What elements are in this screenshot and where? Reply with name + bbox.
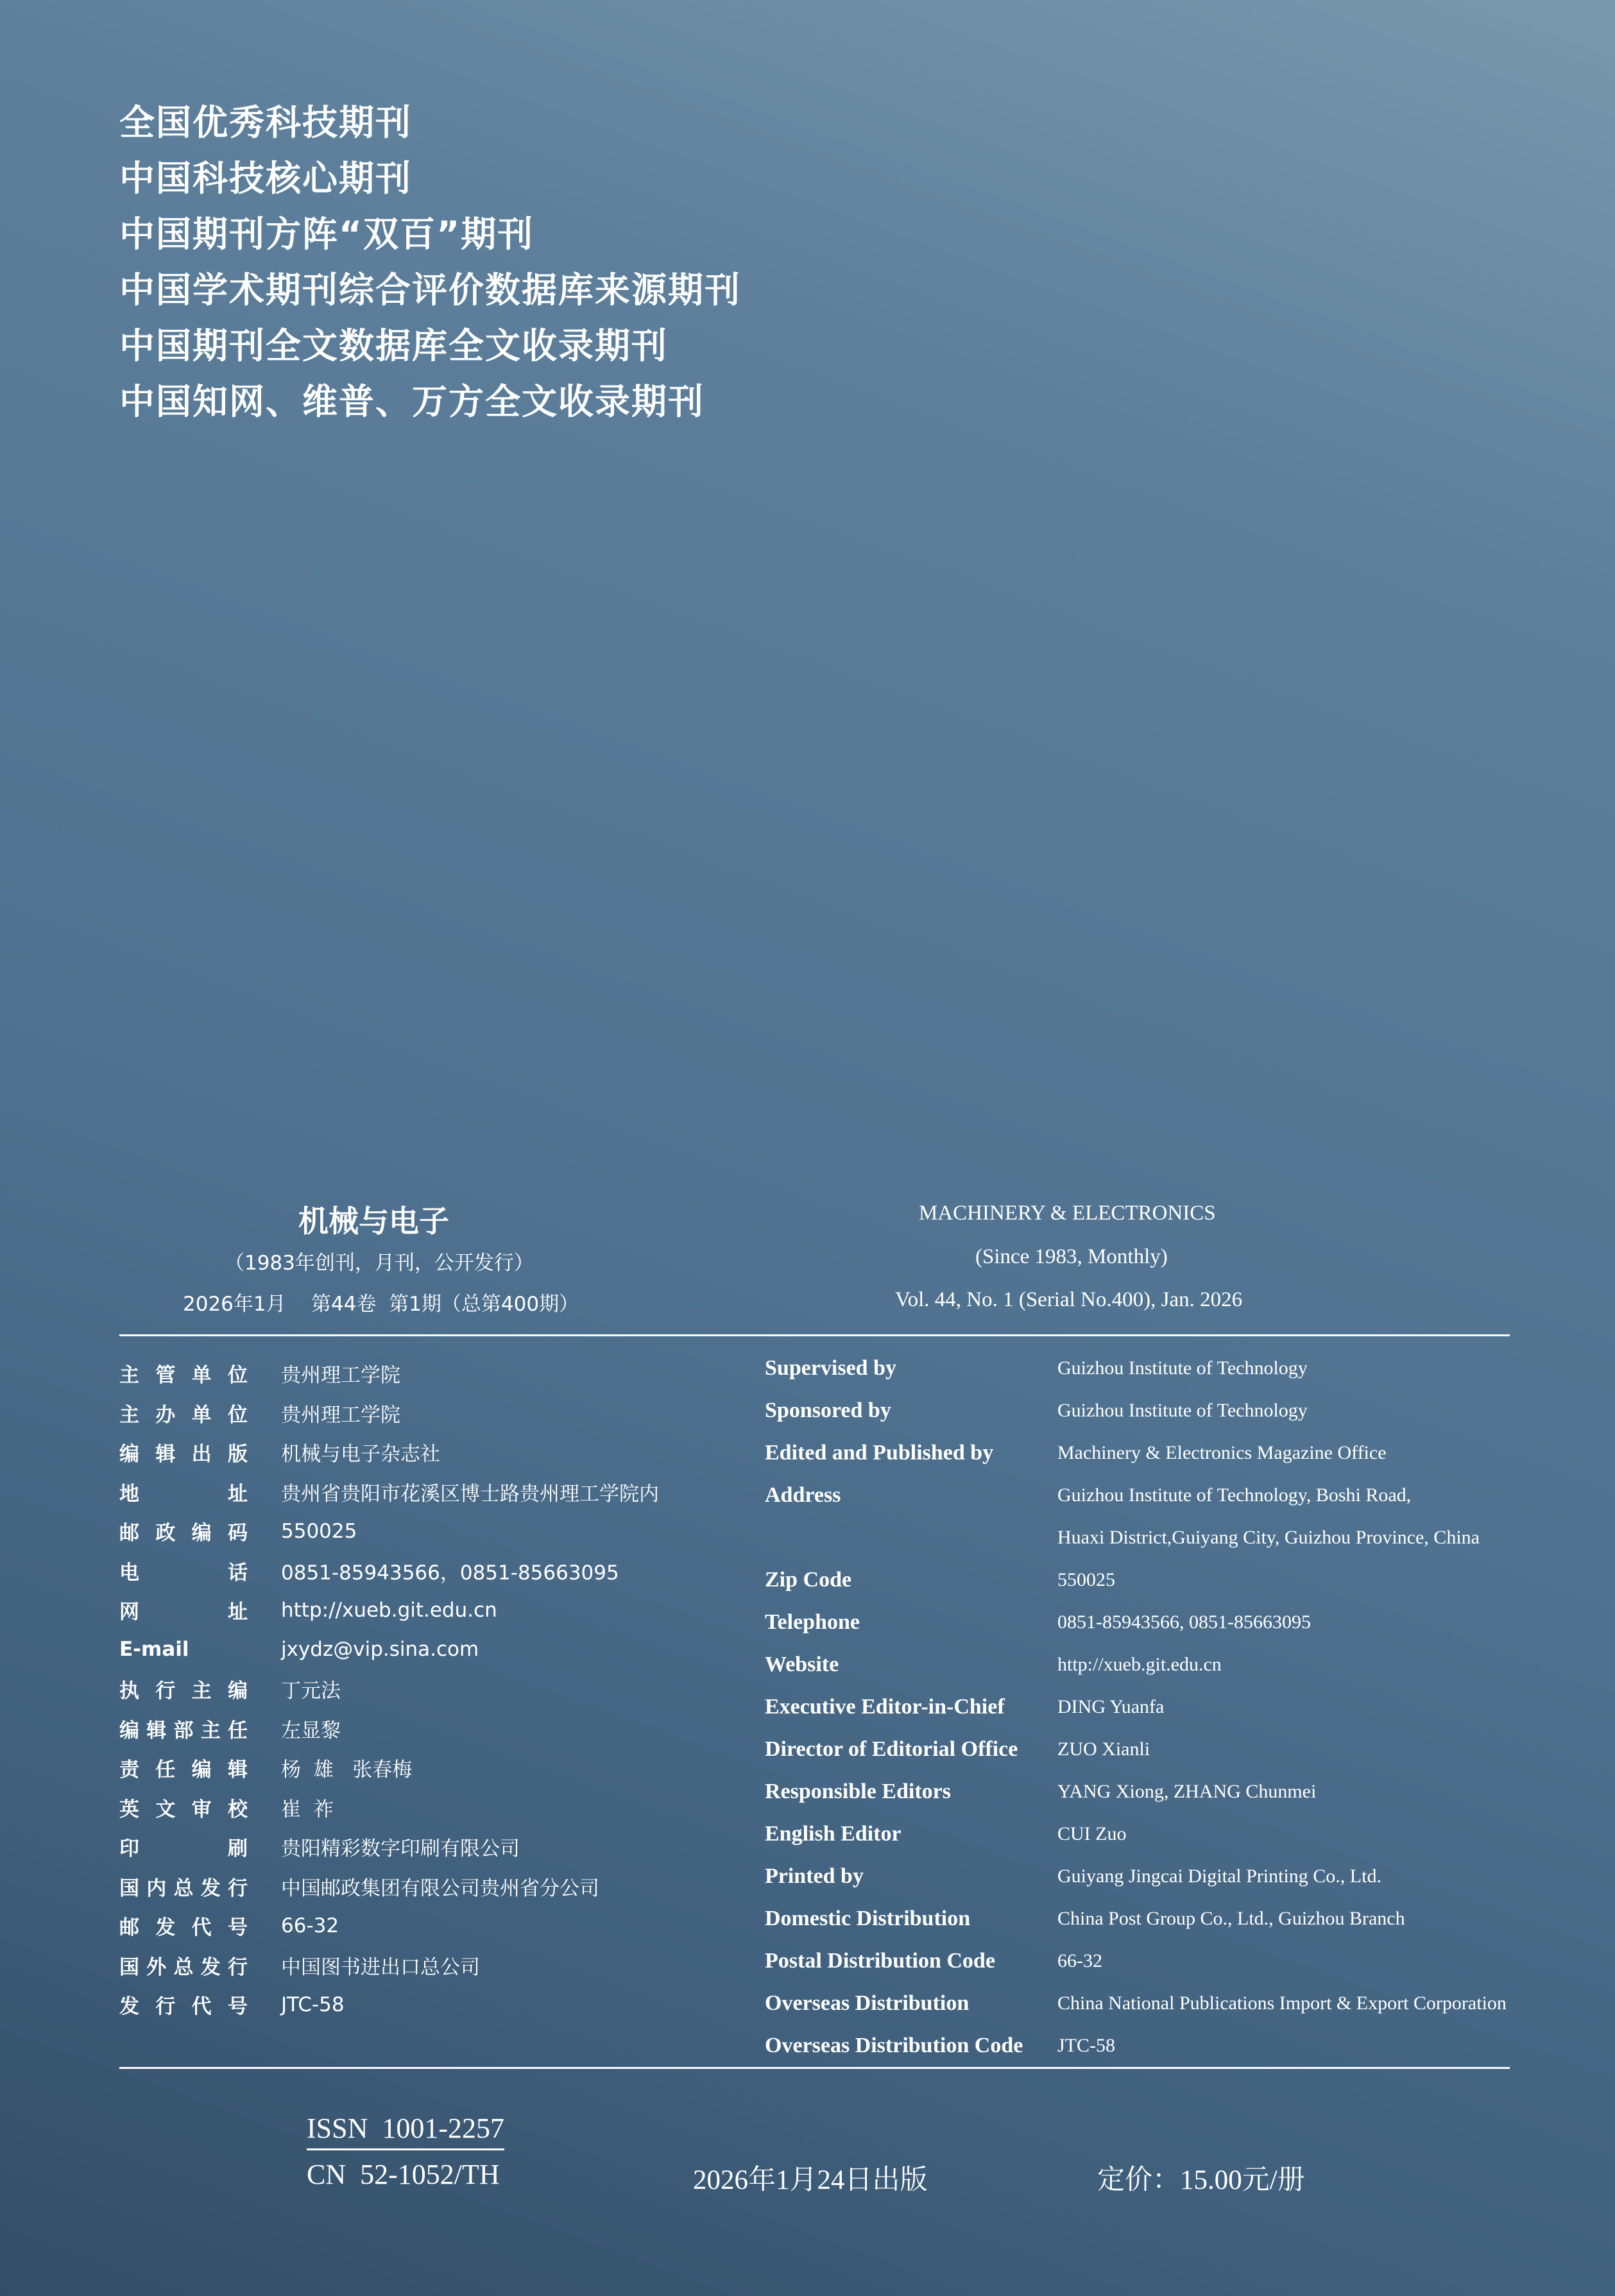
info-value: jxydz@vip.sina.com xyxy=(281,1638,479,1662)
info-value: YANG Xiong, ZHANG Chunmei xyxy=(1057,1781,1317,1802)
info-row xyxy=(765,1813,1507,1855)
info-row xyxy=(119,1946,659,1986)
info-row xyxy=(765,1771,1507,1813)
info-label: 国外总发行 xyxy=(119,1955,248,1979)
info-label: 国内总发行 xyxy=(119,1876,248,1900)
info-label: 印刷 xyxy=(119,1837,248,1861)
info-row xyxy=(765,1601,1507,1644)
info-value: 0851-85943566，0851-85663095 xyxy=(281,1561,619,1585)
info-value: 中国邮政集团有限公司贵州省分公司 xyxy=(281,1876,599,1900)
info-row xyxy=(119,1748,659,1788)
info-value: China National Publications Import & Export Corporation xyxy=(1057,1993,1507,2014)
info-value: Huaxi District,Guiyang City, Guizhou Province, China xyxy=(1057,1527,1480,1548)
publication-info-en xyxy=(765,1347,1507,2067)
info-label: 英文审校 xyxy=(119,1798,248,1821)
info-row xyxy=(119,1788,659,1828)
info-row xyxy=(119,1590,659,1630)
info-row xyxy=(119,1867,659,1907)
info-value: 杨 雄 张春梅 xyxy=(281,1758,413,1782)
info-value: JTC-58 xyxy=(281,1993,345,2016)
info-label: Telephone xyxy=(765,1610,860,1634)
info-label: 发行代号 xyxy=(119,1995,248,2019)
info-label: 编辑部主任 xyxy=(119,1719,248,1742)
info-label: Zip Code xyxy=(765,1568,852,1592)
honor-item: 全国优秀科技期刊 xyxy=(119,102,413,143)
honor-item: 中国科技核心期刊 xyxy=(119,158,413,199)
info-label: Postal Distribution Code xyxy=(765,1949,995,1973)
honor-item: 中国学术期刊综合评价数据库来源期刊 xyxy=(119,269,742,310)
cn-number: CN 52-1052/TH xyxy=(307,2159,500,2190)
info-row xyxy=(119,1709,659,1749)
info-value: 中国图书进出口总公司 xyxy=(281,1955,480,1979)
info-label: Website xyxy=(765,1653,839,1676)
info-label: 执行主编 xyxy=(119,1679,248,1703)
info-value: Guizhou Institute of Technology xyxy=(1057,1400,1308,1421)
info-row xyxy=(765,1347,1507,1390)
info-row xyxy=(765,1474,1507,1517)
info-value: CUI Zuo xyxy=(1057,1823,1127,1844)
info-label: Executive Editor-in-Chief xyxy=(765,1695,1005,1719)
issue-info-en: Vol. 44, No. 1 (Serial No.400), Jan. 2026 xyxy=(895,1288,1243,1311)
info-label: English Editor xyxy=(765,1822,901,1846)
info-label: 邮政编码 xyxy=(119,1522,248,1545)
info-label: Printed by xyxy=(765,1864,864,1888)
info-value: Guiyang Jingcai Digital Printing Co., Ltd. xyxy=(1057,1866,1381,1887)
info-label: Supervised by xyxy=(765,1356,896,1380)
info-row xyxy=(119,1393,659,1433)
honor-item: 中国期刊方阵“双百”期刊 xyxy=(119,214,534,255)
info-value: 丁元法 xyxy=(281,1679,341,1703)
info-row xyxy=(119,1827,659,1867)
info-row xyxy=(119,1906,659,1946)
info-value: China Post Group Co., Ltd., Guizhou Branch xyxy=(1057,1908,1405,1929)
info-label: 责任编辑 xyxy=(119,1758,248,1782)
info-row xyxy=(765,1855,1507,1898)
info-row xyxy=(765,1728,1507,1771)
founding-note-cn: （1983年创刊，月刊，公开发行） xyxy=(225,1252,534,1275)
bottom-divider xyxy=(119,2067,1510,2069)
info-value: Guizhou Institute of Technology xyxy=(1057,1357,1308,1379)
info-label: Overseas Distribution Code xyxy=(765,2034,1023,2057)
info-value: Machinery & Electronics Magazine Office xyxy=(1057,1442,1387,1463)
info-value: 66-32 xyxy=(281,1914,339,1937)
info-label: Responsible Editors xyxy=(765,1780,951,1803)
info-label: 主办单位 xyxy=(119,1403,248,1427)
info-row xyxy=(765,1517,1507,1559)
founding-note-en: (Since 1983, Monthly) xyxy=(975,1245,1168,1268)
journal-title-cn: 机械与电子 xyxy=(298,1204,449,1239)
info-row xyxy=(765,1686,1507,1728)
honor-item: 中国知网、维普、万方全文收录期刊 xyxy=(119,381,705,422)
info-label: 电话 xyxy=(119,1561,248,1585)
info-row xyxy=(119,1985,659,2025)
info-value: Guizhou Institute of Technology, Boshi Road, xyxy=(1057,1484,1412,1506)
publication-info-cn xyxy=(119,1354,659,2025)
masthead xyxy=(0,1190,1615,1318)
info-label: 编辑出版 xyxy=(119,1443,248,1467)
info-label: Domestic Distribution xyxy=(765,1907,971,1930)
journal-title-en: MACHINERY & ELECTRONICS xyxy=(919,1202,1216,1225)
info-row xyxy=(119,1630,659,1670)
info-row xyxy=(765,2025,1507,2067)
info-value: 贵州理工学院 xyxy=(281,1364,400,1388)
info-value: http://xueb.git.edu.cn xyxy=(281,1598,497,1622)
info-value: JTC-58 xyxy=(1057,2035,1115,2056)
info-value: DING Yuanfa xyxy=(1057,1696,1165,1717)
price: 定价：15.00元/册 xyxy=(1097,2165,1305,2195)
issn-number: ISSN 1001-2257 xyxy=(307,2112,504,2150)
info-value: 66-32 xyxy=(1057,1950,1102,1971)
info-label: E-mail xyxy=(119,1638,189,1662)
info-row xyxy=(765,1644,1507,1686)
issue-info-cn: 2026年1月 第44卷 第1期（总第400期） xyxy=(183,1293,579,1316)
info-value: 贵阳精彩数字印刷有限公司 xyxy=(281,1837,520,1861)
honor-item: 中国期刊全文数据库全文收录期刊 xyxy=(119,325,669,366)
info-label: Sponsored by xyxy=(765,1399,891,1422)
info-label: Overseas Distribution xyxy=(765,1991,970,2015)
info-label: Director of Editorial Office xyxy=(765,1737,1018,1761)
info-label: Address xyxy=(765,1483,841,1507)
info-value: 左显黎 xyxy=(281,1719,341,1742)
info-label: 网址 xyxy=(119,1601,248,1624)
info-row xyxy=(765,1898,1507,1940)
info-row xyxy=(765,1390,1507,1432)
info-value: 崔 祚 xyxy=(281,1798,334,1821)
footer xyxy=(0,2104,1615,2200)
info-label: 邮发代号 xyxy=(119,1916,248,1940)
info-value: ZUO Xianli xyxy=(1057,1739,1150,1760)
info-value: 贵州理工学院 xyxy=(281,1403,400,1427)
info-row xyxy=(119,1511,659,1551)
info-row xyxy=(119,1433,659,1472)
info-value: 550025 xyxy=(1057,1569,1115,1590)
info-row xyxy=(119,1472,659,1512)
info-label: 主管单位 xyxy=(119,1364,248,1388)
info-row xyxy=(119,1551,659,1591)
info-value: 0851-85943566, 0851-85663095 xyxy=(1057,1611,1311,1633)
info-row xyxy=(119,1669,659,1709)
publication-date: 2026年1月24日出版 xyxy=(693,2165,928,2195)
info-row xyxy=(765,1982,1507,2025)
info-row xyxy=(765,1432,1507,1474)
info-value: 550025 xyxy=(281,1519,357,1543)
info-value: 机械与电子杂志社 xyxy=(281,1443,440,1467)
info-value: 贵州省贵阳市花溪区博士路贵州理工学院内 xyxy=(281,1482,659,1506)
info-row xyxy=(765,1559,1507,1601)
info-row xyxy=(119,1354,659,1393)
info-label: 地址 xyxy=(119,1482,248,1506)
info-value: http://xueb.git.edu.cn xyxy=(1057,1654,1222,1675)
top-divider xyxy=(119,1334,1510,1336)
info-label: Edited and Published by xyxy=(765,1441,994,1465)
honors-list xyxy=(119,95,741,430)
info-row xyxy=(765,1940,1507,1982)
